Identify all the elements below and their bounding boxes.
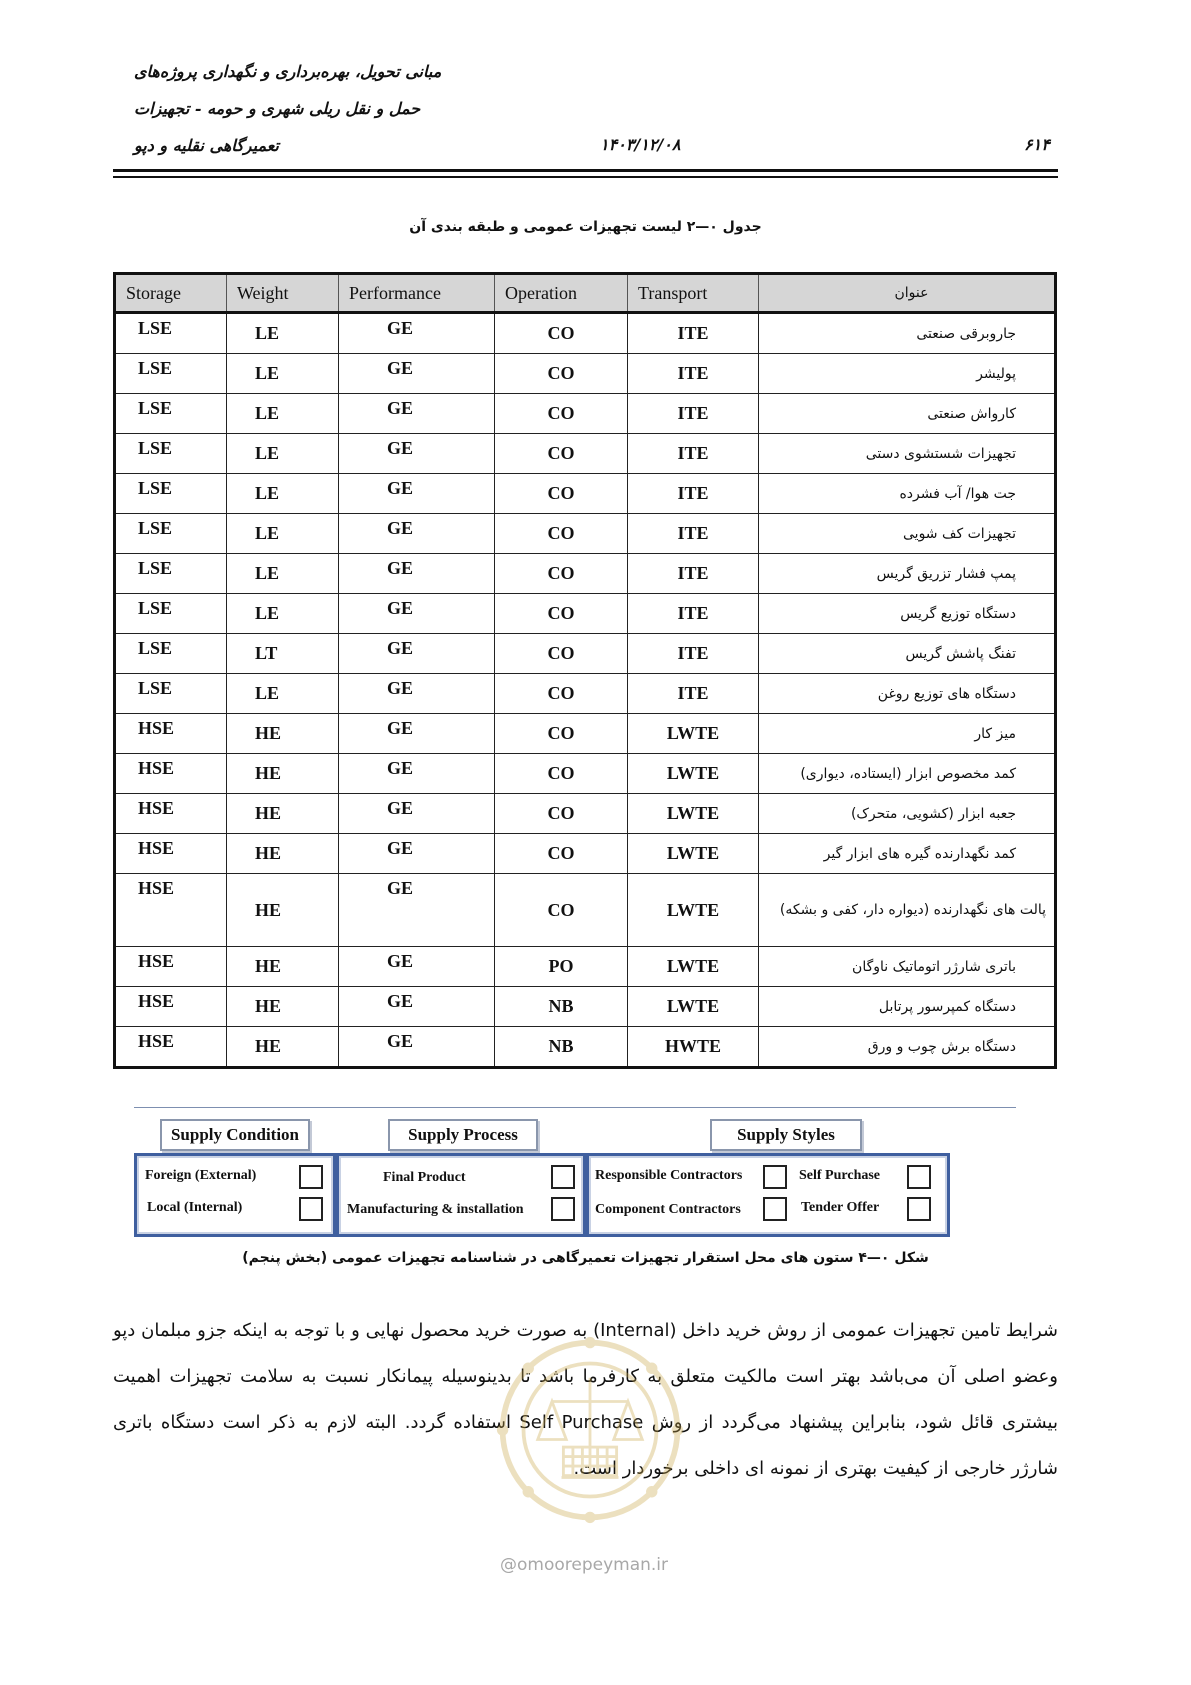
table-caption: جدول ۰—۲ لیست تجهیزات عمومی و طبقه بندی آن [409, 219, 762, 235]
cell-title: تفنگ پاشش گریس [759, 634, 1056, 674]
cell-operation: CO [495, 474, 628, 514]
cell-operation: PO [495, 947, 628, 987]
cell-transport: LWTE [628, 834, 759, 874]
checkbox-foreign-external[interactable] [299, 1165, 323, 1189]
cell-operation: NB [495, 987, 628, 1027]
table-row [115, 674, 1056, 714]
cell-storage: LSE [115, 474, 227, 514]
cell-transport: ITE [628, 674, 759, 714]
cell-weight: LE [227, 394, 339, 434]
table-row [115, 594, 1056, 634]
cell-weight: LE [227, 474, 339, 514]
equipment-table [113, 272, 1057, 1069]
cell-performance: GE [339, 1027, 495, 1068]
cell-weight: LE [227, 674, 339, 714]
cell-storage: LSE [115, 514, 227, 554]
cell-storage: LSE [115, 634, 227, 674]
cell-weight: HE [227, 834, 339, 874]
checkbox-responsible-contractors[interactable] [763, 1165, 787, 1189]
cell-weight: HE [227, 987, 339, 1027]
cell-performance: GE [339, 434, 495, 474]
option-component-contractors: Component Contractors [595, 1202, 741, 1217]
option-responsible-contractors: Responsible Contractors [595, 1168, 743, 1183]
cell-operation: CO [495, 634, 628, 674]
cell-operation: CO [495, 794, 628, 834]
cell-transport: LWTE [628, 947, 759, 987]
table-body [115, 313, 1056, 1068]
header-rule [113, 169, 1058, 172]
option-tender-offer: Tender Offer [801, 1200, 880, 1215]
cell-storage: HSE [115, 947, 227, 987]
cell-weight: LE [227, 354, 339, 394]
figure-top-line [134, 1107, 1016, 1108]
column-header-storage: Storage [115, 274, 227, 313]
table-row [115, 834, 1056, 874]
checkbox-final-product[interactable] [551, 1165, 575, 1189]
cell-title: پمپ فشار تزریق گریس [759, 554, 1056, 594]
table-row [115, 714, 1056, 754]
header-title-line-1: مبانی تحویل، بهره‌برداری و نگهداری پروژه‌های [134, 62, 442, 81]
cell-operation: CO [495, 514, 628, 554]
column-header-weight: Weight [227, 274, 339, 313]
cell-transport: ITE [628, 394, 759, 434]
cell-storage: HSE [115, 874, 227, 947]
cell-performance: GE [339, 354, 495, 394]
table-row [115, 634, 1056, 674]
cell-transport: ITE [628, 354, 759, 394]
cell-weight: HE [227, 1027, 339, 1068]
checkbox-tender-offer[interactable] [907, 1197, 931, 1221]
table-row [115, 313, 1056, 354]
cell-title: تجهیزات شستشوی دستی [759, 434, 1056, 474]
header-date: ۱۴۰۳/۱۲/۰۸ [600, 135, 681, 154]
cell-storage: HSE [115, 754, 227, 794]
cell-storage: LSE [115, 434, 227, 474]
supply-figure [134, 1107, 1016, 1233]
cell-storage: HSE [115, 987, 227, 1027]
cell-transport: LWTE [628, 754, 759, 794]
cell-title: دستگاه های توزیع روغن [759, 674, 1056, 714]
cell-title: دستگاه کمپرسور پرتابل [759, 987, 1056, 1027]
cell-title: کارواش صنعتی [759, 394, 1056, 434]
cell-weight: LE [227, 554, 339, 594]
cell-title: پالت های نگهدارنده (دیواره دار، کفی و بشکه) [759, 874, 1056, 947]
cell-performance: GE [339, 594, 495, 634]
table-row [115, 987, 1056, 1027]
supply-process-label: Supply Process [388, 1119, 538, 1151]
cell-transport: ITE [628, 474, 759, 514]
column-header-title: عنوان [759, 274, 1056, 313]
cell-performance: GE [339, 514, 495, 554]
cell-operation: CO [495, 714, 628, 754]
table-row [115, 754, 1056, 794]
cell-title: باتری شارژر اتوماتیک ناوگان [759, 947, 1056, 987]
cell-weight: HE [227, 947, 339, 987]
cell-operation: CO [495, 594, 628, 634]
cell-operation: CO [495, 834, 628, 874]
column-header-transport: Transport [628, 274, 759, 313]
cell-performance: GE [339, 834, 495, 874]
cell-transport: ITE [628, 554, 759, 594]
column-header-operation: Operation [495, 274, 628, 313]
cell-performance: GE [339, 554, 495, 594]
cell-weight: HE [227, 794, 339, 834]
cell-operation: CO [495, 313, 628, 354]
cell-transport: HWTE [628, 1027, 759, 1068]
cell-performance: GE [339, 394, 495, 434]
cell-transport: ITE [628, 594, 759, 634]
cell-performance: GE [339, 674, 495, 714]
cell-performance: GE [339, 313, 495, 354]
cell-weight: LT [227, 634, 339, 674]
supply-process-box [336, 1153, 586, 1237]
cell-storage: LSE [115, 354, 227, 394]
checkbox-self-purchase[interactable] [907, 1165, 931, 1189]
cell-title: جاروبرقی صنعتی [759, 313, 1056, 354]
watermark-text: @omoorepeyman.ir [500, 1555, 669, 1575]
cell-storage: LSE [115, 554, 227, 594]
page-number: ۶۱۴ [1024, 135, 1050, 154]
cell-storage: HSE [115, 1027, 227, 1068]
table-row [115, 434, 1056, 474]
option-final-product: Final Product [383, 1170, 466, 1185]
cell-performance: GE [339, 794, 495, 834]
cell-title: دستگاه برش چوب و ورق [759, 1027, 1056, 1068]
option-manufacturing-installation: Manufacturing & installation [347, 1202, 524, 1217]
cell-operation: CO [495, 674, 628, 714]
supply-condition-box [134, 1153, 336, 1237]
cell-title: کمد مخصوص ابزار (ایستاده، دیواری) [759, 754, 1056, 794]
cell-title: جعبه ابزار (کشویی، متحرک) [759, 794, 1056, 834]
header-title-line-3: تعمیرگاهی نقلیه و دپو [134, 136, 279, 155]
table-row [115, 1027, 1056, 1068]
cell-title: میز کار [759, 714, 1056, 754]
cell-weight: HE [227, 754, 339, 794]
supply-styles-label: Supply Styles [710, 1119, 862, 1151]
cell-weight: LE [227, 514, 339, 554]
cell-performance: GE [339, 987, 495, 1027]
cell-operation: CO [495, 354, 628, 394]
cell-title: دستگاه توزیع گریس [759, 594, 1056, 634]
option-local-internal: Local (Internal) [147, 1200, 243, 1215]
cell-transport: LWTE [628, 874, 759, 947]
cell-operation: CO [495, 434, 628, 474]
cell-title: پولیشر [759, 354, 1056, 394]
body-paragraph: شرایط تامین تجهیزات عمومی از روش خرید داخل (Internal) به صورت خرید محصول نهایی و با توجه به اینکه جزو مبلمان دپو وعضو اصلی آن می‌باشد بهتر است مالکیت متعلق به کارفرما باشد تا بدینوسیله پیمانکار نسبت به سلامت تجهیزات اهمیت بیشتری قائل شود، بنابراین پیشنهاد می‌گردد از روش Self Purchase استفاده گردد. البته لازم به ذکر است دستگاه باتری شارژر خارجی از کیفیت بهتری از نمونه ای داخلی برخوردار است. [113, 1320, 1058, 1479]
cell-performance: GE [339, 714, 495, 754]
table-header-row [115, 274, 1056, 313]
cell-operation: CO [495, 394, 628, 434]
table-row [115, 554, 1056, 594]
cell-performance: GE [339, 474, 495, 514]
cell-performance: GE [339, 634, 495, 674]
header-title-line-2: حمل و نقل ریلی شهری و حومه - تجهیزات [134, 99, 421, 118]
cell-performance: GE [339, 754, 495, 794]
cell-operation: CO [495, 874, 628, 947]
table-row [115, 394, 1056, 434]
cell-weight: LE [227, 594, 339, 634]
cell-transport: ITE [628, 514, 759, 554]
cell-storage: HSE [115, 794, 227, 834]
cell-performance: GE [339, 874, 495, 947]
cell-transport: LWTE [628, 794, 759, 834]
cell-title: کمد نگهدارنده گیره های ابزار گیر [759, 834, 1056, 874]
cell-storage: HSE [115, 714, 227, 754]
cell-transport: LWTE [628, 714, 759, 754]
option-foreign-external: Foreign (External) [145, 1168, 257, 1183]
cell-operation: CO [495, 754, 628, 794]
table-row [115, 874, 1056, 947]
header-rule-thin [113, 176, 1058, 178]
cell-weight: LE [227, 313, 339, 354]
cell-storage: LSE [115, 313, 227, 354]
cell-weight: HE [227, 714, 339, 754]
option-self-purchase: Self Purchase [799, 1168, 881, 1183]
column-header-performance: Performance [339, 274, 495, 313]
cell-performance: GE [339, 947, 495, 987]
cell-transport: ITE [628, 434, 759, 474]
supply-condition-label: Supply Condition [160, 1119, 310, 1151]
cell-storage: LSE [115, 594, 227, 634]
figure-caption: شکل ۰—۴ ستون های محل استقرار تجهیزات تعمیرگاهی در شناسنامه تجهیزات عمومی (بخش پنجم) [242, 1250, 929, 1266]
cell-storage: LSE [115, 674, 227, 714]
table-row [115, 514, 1056, 554]
table-row [115, 794, 1056, 834]
watermark-logo [495, 1335, 685, 1525]
cell-weight: LE [227, 434, 339, 474]
cell-title: تجهیزات کف شویی [759, 514, 1056, 554]
cell-transport: LWTE [628, 987, 759, 1027]
cell-transport: ITE [628, 634, 759, 674]
cell-storage: HSE [115, 834, 227, 874]
cell-operation: NB [495, 1027, 628, 1068]
cell-weight: HE [227, 874, 339, 947]
table-row [115, 354, 1056, 394]
cell-storage: LSE [115, 394, 227, 434]
cell-transport: ITE [628, 313, 759, 354]
checkbox-manufacturing-installation[interactable] [551, 1197, 575, 1221]
cell-operation: CO [495, 554, 628, 594]
supply-styles-box [586, 1153, 950, 1237]
checkbox-local-internal[interactable] [299, 1197, 323, 1221]
table-row [115, 474, 1056, 514]
cell-title: جت هوا/ آب فشرده [759, 474, 1056, 514]
table-row [115, 947, 1056, 987]
checkbox-component-contractors[interactable] [763, 1197, 787, 1221]
